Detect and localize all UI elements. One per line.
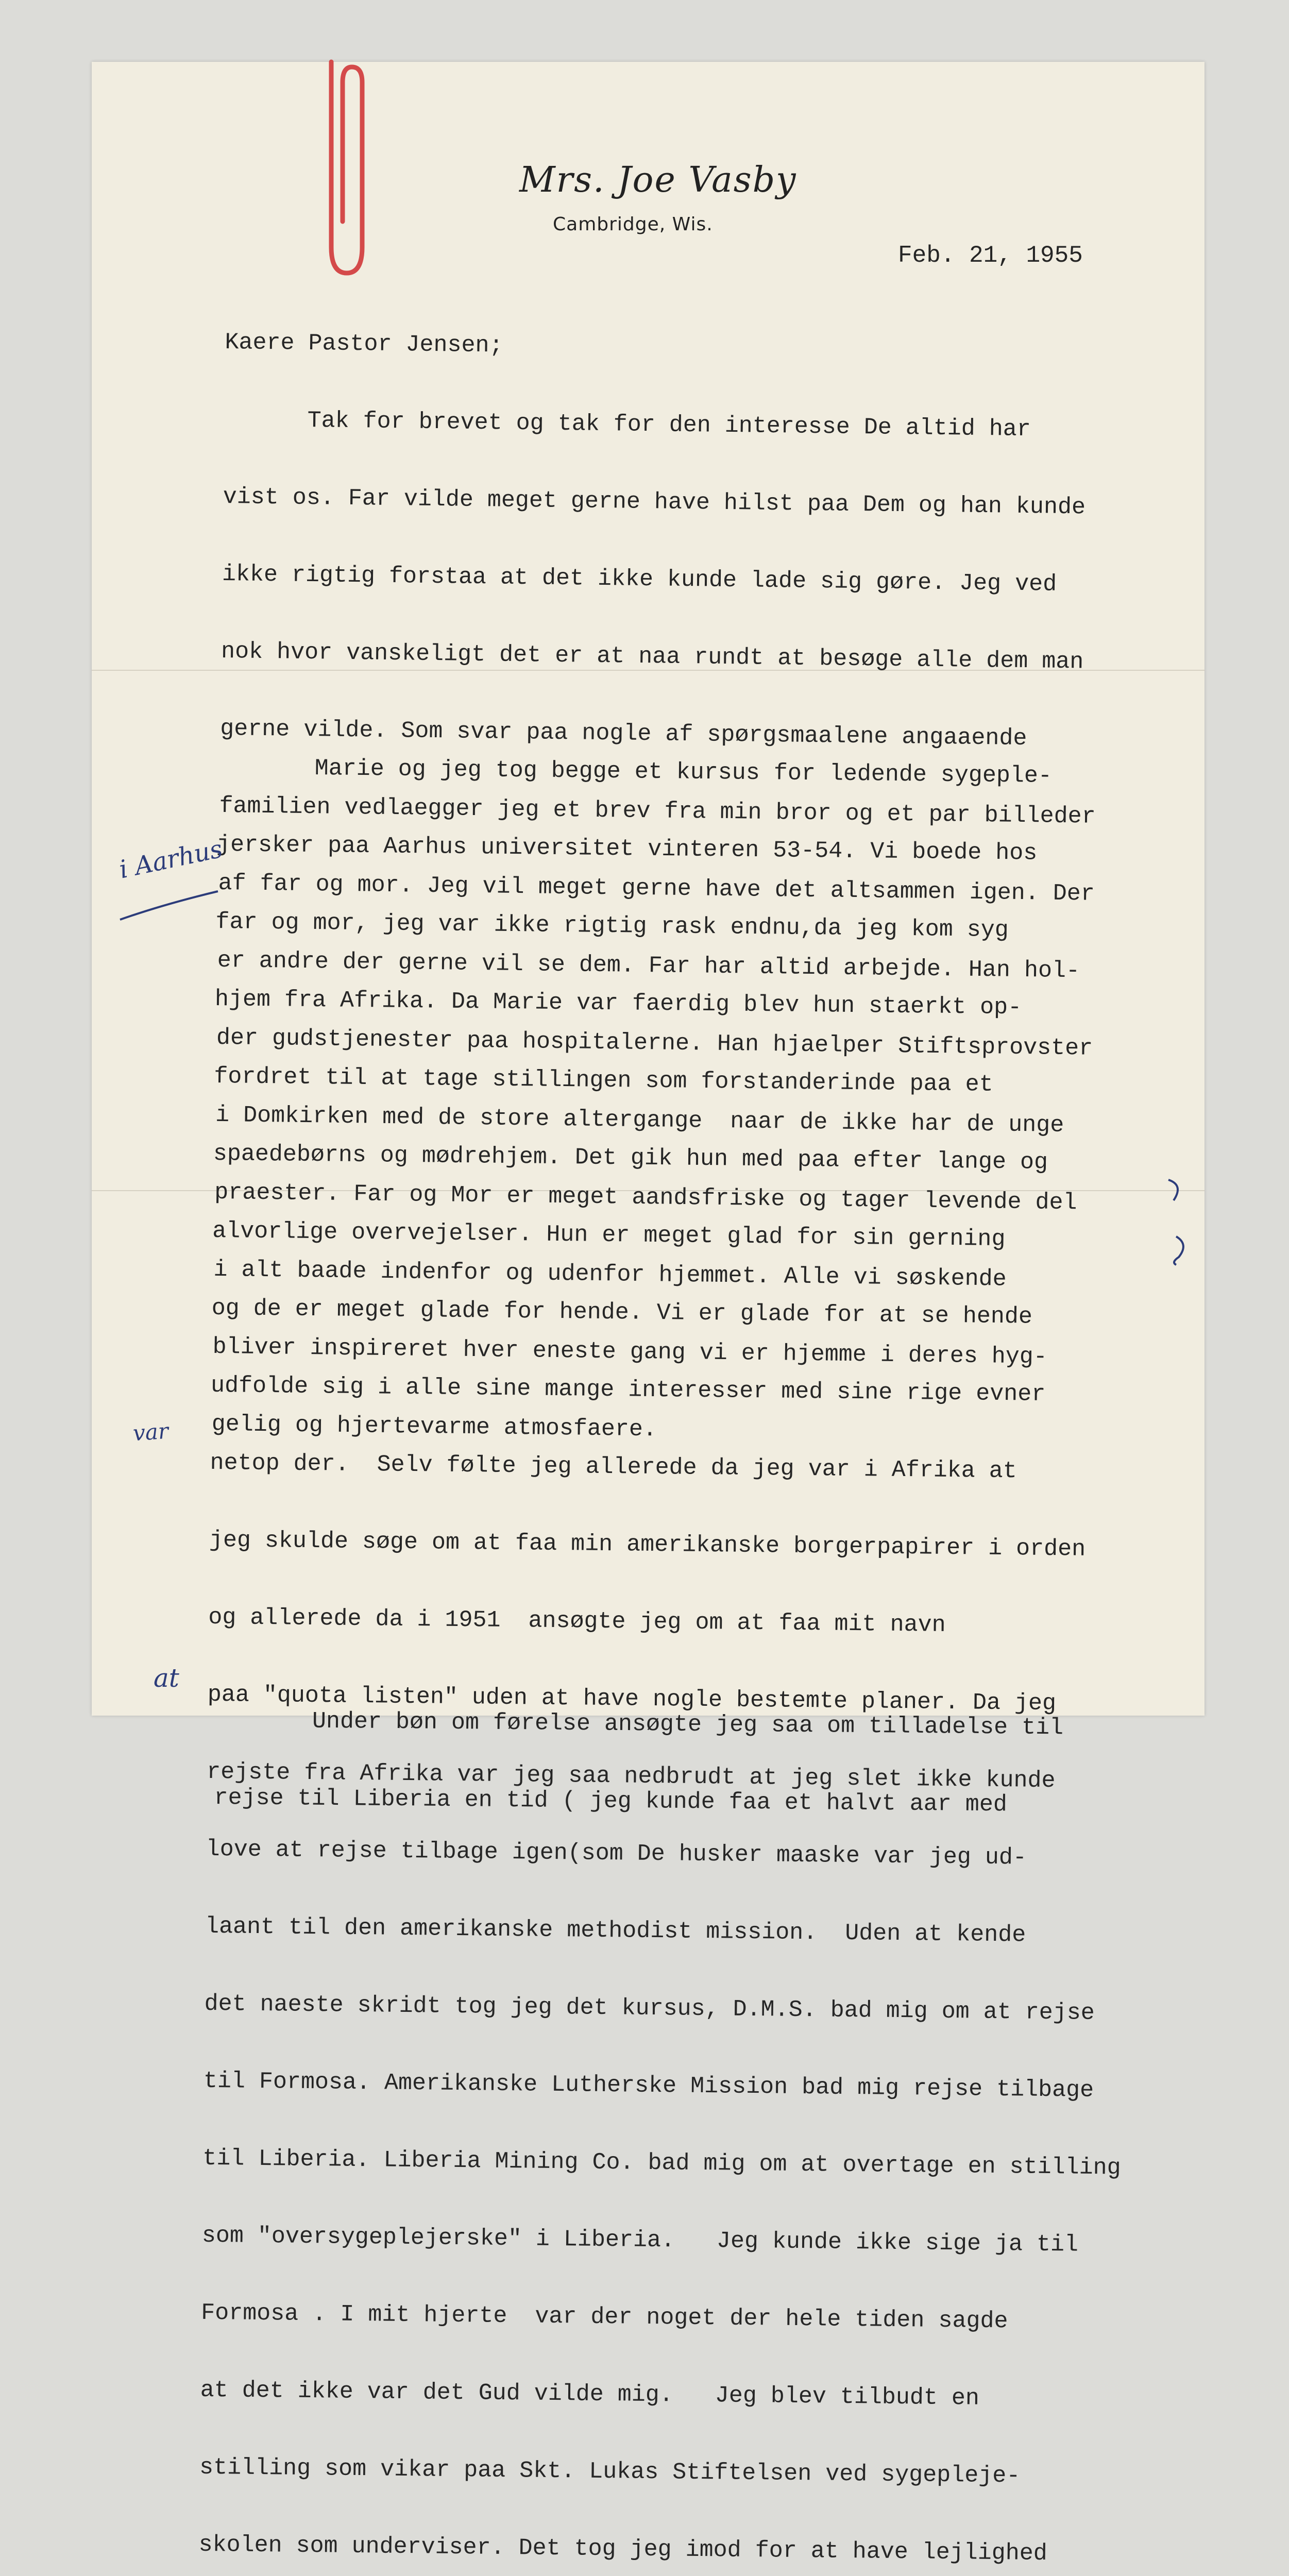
text-line: vist os. Far vilde meget gerne have hilst paa Dem og han kunde <box>223 483 1086 521</box>
text-line: netop der. Selv følte jeg allerede da jeg var i Afrika at <box>210 1449 1017 1485</box>
text-line: stilling som vikar paa Skt. Lukas Stiftelsen ved sygepleje- <box>199 2454 1021 2489</box>
text-line: der gudstjenester paa hospitalerne. Han hjaelper Stiftsprovster <box>216 1024 1093 1062</box>
text-line: til Liberia. Liberia Mining Co. bad mig om at overtage en stilling <box>202 2145 1121 2181</box>
paperclip-icon <box>311 52 372 289</box>
text-line: Kaere Pastor Jensen; <box>225 329 503 359</box>
text-line: far og mor, jeg var ikke rigtig rask endnu,da jeg kom syg <box>215 908 1009 944</box>
letter-page <box>92 62 1205 2567</box>
handwritten-note-var: var <box>132 1418 169 1446</box>
text-line: gelig og hjertevarme atmosfaere. <box>211 1411 657 1443</box>
text-line: paa "quota listen" uden at have nogle bestemte planer. Da jeg <box>207 1681 1057 1717</box>
handwritten-note-at: at <box>154 1663 179 1693</box>
text-line: i Domkirken med de store altergange naar de ikke har de unge <box>215 1101 1064 1139</box>
paragraph-2 <box>189 703 1136 2576</box>
text-line: laant til den amerikanske methodist mission. Uden at kende <box>205 1913 1026 1948</box>
text-line: familien vedlaegger jeg et brev fra min bror og et par billeder <box>219 792 1096 830</box>
text-line: og de er meget glade for hende. Vi er glade for at se hende <box>211 1295 1033 1330</box>
margin-mark-icon <box>1163 1175 1194 1267</box>
text-line: praester. Far og Mor er meget aandsfriske og tager levende del <box>214 1179 1077 1216</box>
text-line: af far og mor. Jeg vil meget gerne have det altsammen igen. Der <box>218 870 1095 907</box>
text-line: nok hvor vanskeligt det er at naa rundt at besøge alle dem man <box>221 638 1084 675</box>
text-line: jeg skulde søge om at faa min amerikanske borgerpapirer i orden <box>209 1527 1086 1563</box>
text-line: alvorlige overvejelser. Hun er meget glad for sin gerning <box>212 1217 1006 1253</box>
text-line: rejse til Liberia en tid ( jeg kunde faa et halvt aar med <box>214 1784 1008 1818</box>
text-line: fordret til at tage stillingen som forstanderinde paa et <box>214 1063 993 1098</box>
text-line: at det ikke var det Gud vilde mig. Jeg blev tilbudt en <box>200 2377 980 2412</box>
text-line: til Formosa. Amerikanske Lutherske Mission bad mig rejse tilbage <box>203 2067 1094 2104</box>
text-line: og allerede da i 1951 ansøgte jeg om at faa mit navn <box>208 1604 946 1638</box>
text-line: Formosa . I mit hjerte var der noget der hele tiden sagde <box>201 2299 1008 2335</box>
text-line: som "oversygeplejerske" i Liberia. Jeg kunde ikke sige ja til <box>201 2222 1079 2258</box>
paragraph-3 <box>214 1656 1064 1870</box>
text-line: rejste fra Afrika var jeg saa nedbrudt at jeg slet ikke kunde <box>207 1758 1056 1794</box>
text-line: det naeste skridt tog jeg det kursus, D.M.S. bad mig om at rejse <box>204 1990 1095 2026</box>
text-line: spaedebørns og mødrehjem. Det gik hun med paa efter lange og <box>213 1140 1048 1176</box>
handwritten-note-aarhus: i Aarhus <box>116 834 225 885</box>
letterhead-name: Mrs. Joe Vasby <box>519 160 797 200</box>
text-line: er andre der gerne vil se dem. Far har altid arbejde. Han hol- <box>217 947 1080 985</box>
text-line: Under bøn om førelse ansøgte jeg saa om tilladelse til <box>214 1707 1064 1741</box>
letterhead-city: Cambridge, Wis. <box>553 214 713 235</box>
text-line: Tak for brevet og tak for den interesse De altid har <box>224 406 1031 443</box>
text-line: i alt baade indenfor og udenfor hjemmet. Alle vi søskende <box>213 1256 1007 1293</box>
text-line: gerne vilde. Som svar paa nogle af spørgsmaalene angaaende <box>220 715 1027 752</box>
text-line: udfolde sig i alle sine mange interesser med sine rige evner <box>210 1372 1046 1408</box>
text-line: love at rejse tilbage igen(som De husker maaske var jeg ud- <box>206 1836 1027 1871</box>
text-line: skolen som underviser. Det tog jeg imod for at have lejlighed <box>198 2531 1048 2567</box>
text-line: hjem fra Afrika. Da Marie var faerdig blev hun staerkt op- <box>214 986 1022 1021</box>
text-line: jersker paa Aarhus universitet vinteren 53-54. Vi boede hos <box>216 831 1038 867</box>
underline-stroke <box>117 889 221 925</box>
letter-date: Feb. 21, 1955 <box>898 242 1083 269</box>
text-line: ikke rigtig forstaa at det ikke kunde lade sig gøre. Jeg ved <box>222 561 1057 598</box>
text-line: Marie og jeg tog begge et kursus for ledende sygeple- <box>217 754 1053 789</box>
text-line: bliver inspireret hver eneste gang vi er hjemme i deres hyg- <box>212 1333 1048 1370</box>
